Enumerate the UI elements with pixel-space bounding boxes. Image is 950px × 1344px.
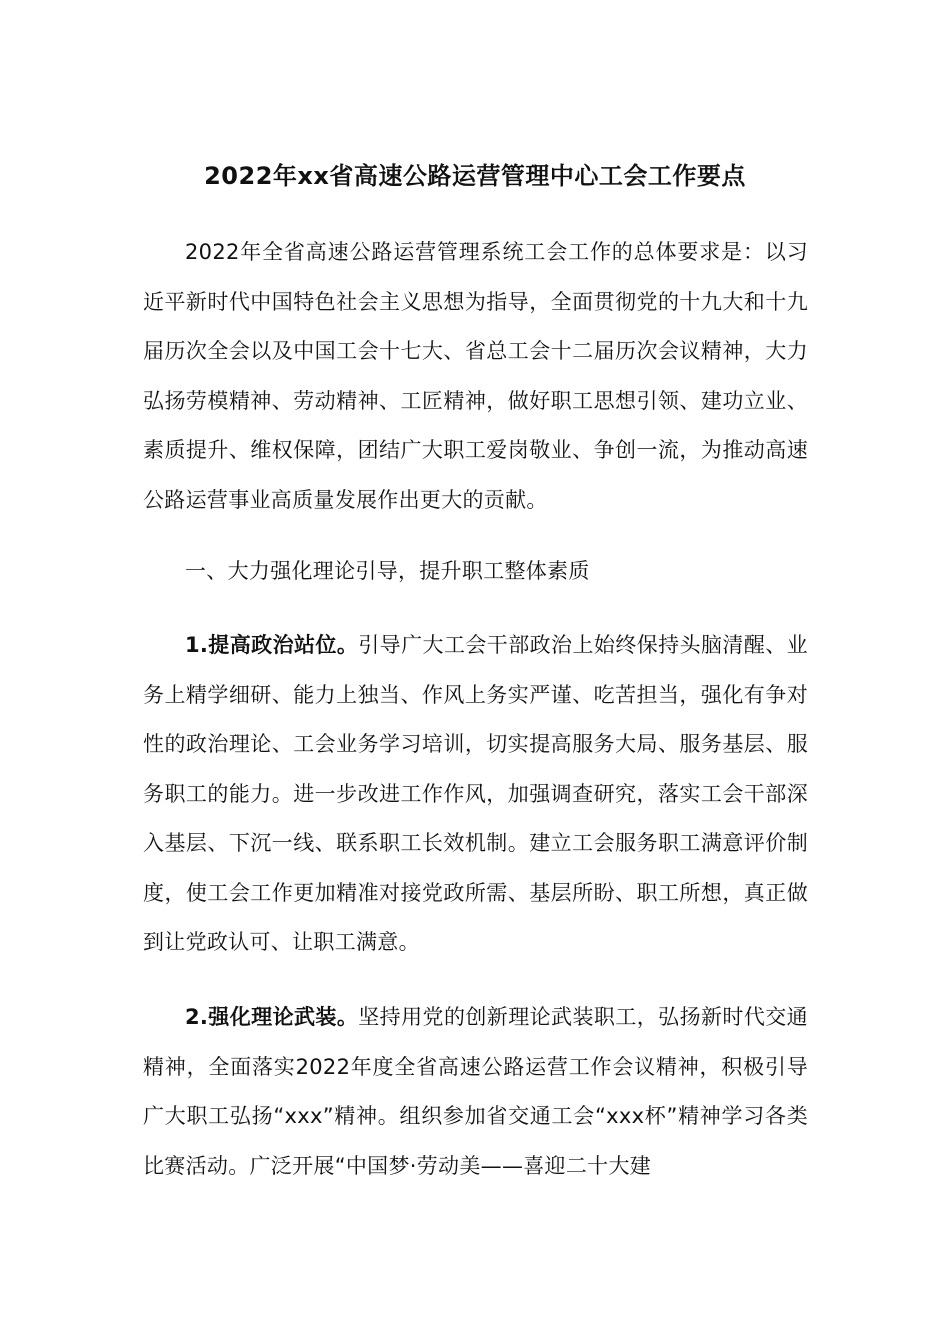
intro-paragraph: 2022年全省高速公路运营管理系统工会工作的总体要求是：以习近平新时代中国特色社会主义思想为指导，全面贯彻党的十九大和十九届历次全会以及中国工会十七大、省总工会十二届历次会议精神，大力弘扬劳模精神、劳动精神、工匠精神，做好职工思想引领、建功立业、素质提升、维权保障，团结广大职工爱岗敬业、争创一流，为推动高速公路运营事业高质量发展作出更大的贡献。 — [143, 240, 808, 512]
item-1-block — [143, 621, 808, 968]
document-title: 2022年xx省高速公路运营管理中心工会工作要点 — [204, 162, 746, 190]
item-2-paragraph — [143, 993, 808, 1191]
item-2-lead: 2.强化理论武装。 — [185, 1005, 359, 1029]
section-1-heading: 一、大力强化理论引导，提升职工整体素质 — [185, 559, 590, 583]
item-1-text: 引导广大工会干部政治上始终保持头脑清醒、业务上精学细研、能力上独当、作风上务实严谨、吃苦担当，强化有争对性的政治理论、工会业务学习培训，切实提高服务大局、服务基层、服务职工的能力。进一步改进工作作风，加强调查研究，落实工会干部深入基层、下沉一线、联系职工长效机制。建立工会服务职工满意评价制度，使工会工作更加精准对接党政所需、基层所盼、职工所想，真正做到让党政认可、让职工满意。 — [143, 633, 808, 954]
item-2-text: 坚持用党的创新理论武装职工，弘扬新时代交通精神，全面落实2022年度全省高速公路运营工作会议精神，积极引导广大职工弘扬“xxx”精神。组织参加省交通工会“xxx杯”精神学习各类比赛活动。广泛开展“中国梦·劳动美——喜迎二十大建 — [143, 1005, 808, 1178]
item-1-paragraph — [143, 621, 808, 968]
item-2-block — [143, 993, 808, 1191]
intro-paragraph-block — [143, 228, 808, 525]
item-1-lead: 1.提高政治站位。 — [185, 633, 359, 657]
section-heading-block — [143, 547, 808, 597]
